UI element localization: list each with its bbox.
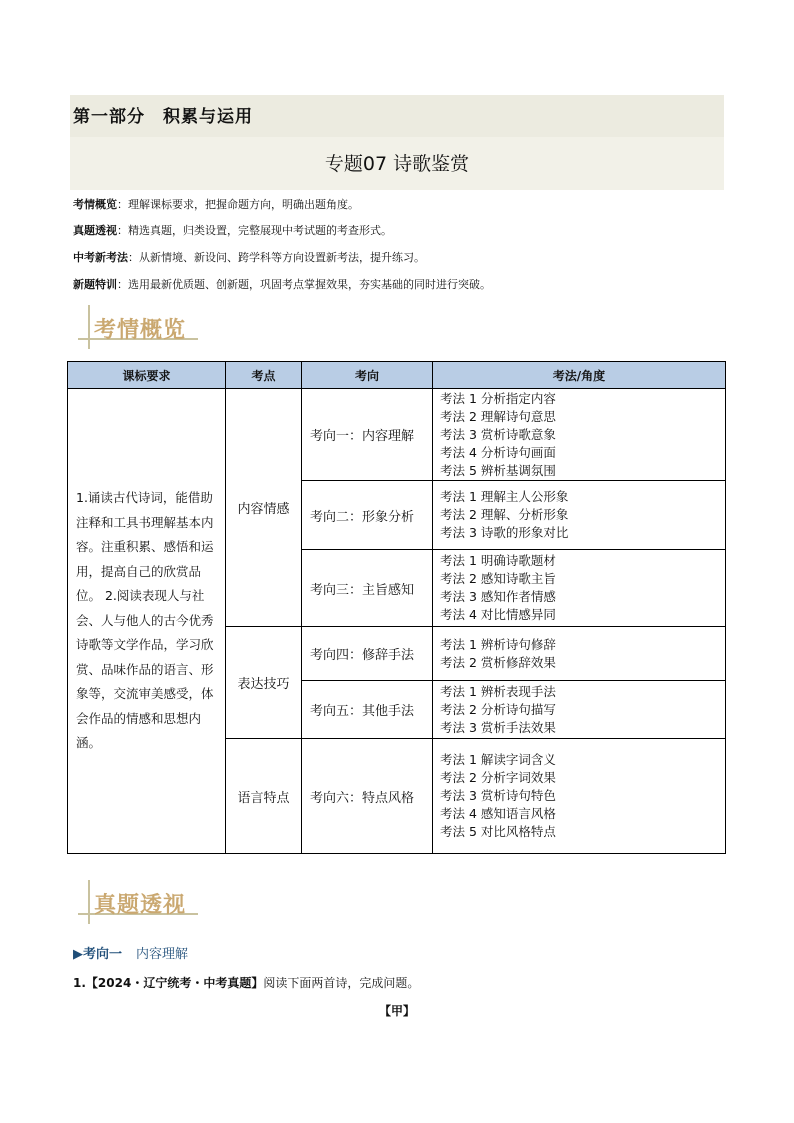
header-accent-vertical [88,880,90,924]
intro-line-4: 新题特训：选用最新优质题、创新题，巩固考点掌握效果，夯实基础的同时进行突破。 [73,278,491,291]
direction-heading: ▶考向一 内容理解 [73,947,189,962]
question-1: 1.【2024・辽宁统考・中考真题】阅读下面两首诗，完成问题。 [73,976,420,990]
direction-cell: 考向四：修辞手法 [302,627,433,681]
section-header-real-exam [72,880,202,926]
title-banner [70,95,724,190]
overview-table [67,361,726,854]
point-cell: 表达技巧 [226,627,302,739]
method-cell: 考法 1 辨析诗句修辞 考法 2 赏析修辞效果 [433,627,726,681]
direction-cell: 考向五：其他手法 [302,681,433,739]
direction-cell: 考向六：特点风格 [302,739,433,854]
intro-line-2: 真题透视：精选真题，归类设置，完整展现中考试题的考查形式。 [73,224,392,237]
topic-title: 专题07 诗歌鉴赏 [324,153,470,175]
header-method: 考法/角度 [433,362,726,389]
intro-line-3: 中考新考法：从新情境、新设问、跨学科等方向设置新考法，提升练习。 [73,251,425,264]
section-header-overview [72,305,202,351]
part-title: 第一部分 积累与运用 [73,107,253,127]
header-direction: 考向 [302,362,433,389]
intro-line-1: 考情概览：理解课标要求，把握命题方向，明确出题角度。 [73,198,359,211]
table-row [68,389,726,481]
poem-label: 【甲】 [378,1004,415,1018]
direction-cell: 考向三：主旨感知 [302,550,433,627]
method-cell: 考法 1 理解主人公形象 考法 2 理解、分析形象 考法 3 诗歌的形象对比 [433,481,726,550]
header-requirement: 课标要求 [68,362,226,389]
table-header-row [68,362,726,389]
point-cell: 内容情感 [226,389,302,627]
header-point: 考点 [226,362,302,389]
method-cell: 考法 1 辨析表现手法 考法 2 分析诗句描写 考法 3 赏析手法效果 [433,681,726,739]
section-title: 真题透视 [94,893,187,918]
method-cell: 考法 1 解读字词含义 考法 2 分析字词效果 考法 3 赏析诗句特色 考法 4 感知语言风格 考法 5 对比风格特点 [433,739,726,854]
requirement-cell: 1.诵读古代诗词，能借助注释和工具书理解基本内容。注重积累、感悟和运用，提高自己的欣赏品位。 2.阅读表现人与社会、人与他人的古今优秀诗歌等文学作品，学习欣赏、品味作品的语言、形象等，交流审美感受，体会作品的情感和思想内涵。 [68,389,226,854]
header-accent-vertical [88,305,90,349]
direction-cell: 考向一：内容理解 [302,389,433,481]
point-cell: 语言特点 [226,739,302,854]
method-cell: 考法 1 明确诗歌题材 考法 2 感知诗歌主旨 考法 3 感知作者情感 考法 4 对比情感异同 [433,550,726,627]
method-cell: 考法 1 分析指定内容 考法 2 理解诗句意思 考法 3 赏析诗歌意象 考法 4 分析诗句画面 考法 5 辨析基调氛围 [433,389,726,481]
direction-cell: 考向二：形象分析 [302,481,433,550]
section-title: 考情概览 [94,318,187,343]
